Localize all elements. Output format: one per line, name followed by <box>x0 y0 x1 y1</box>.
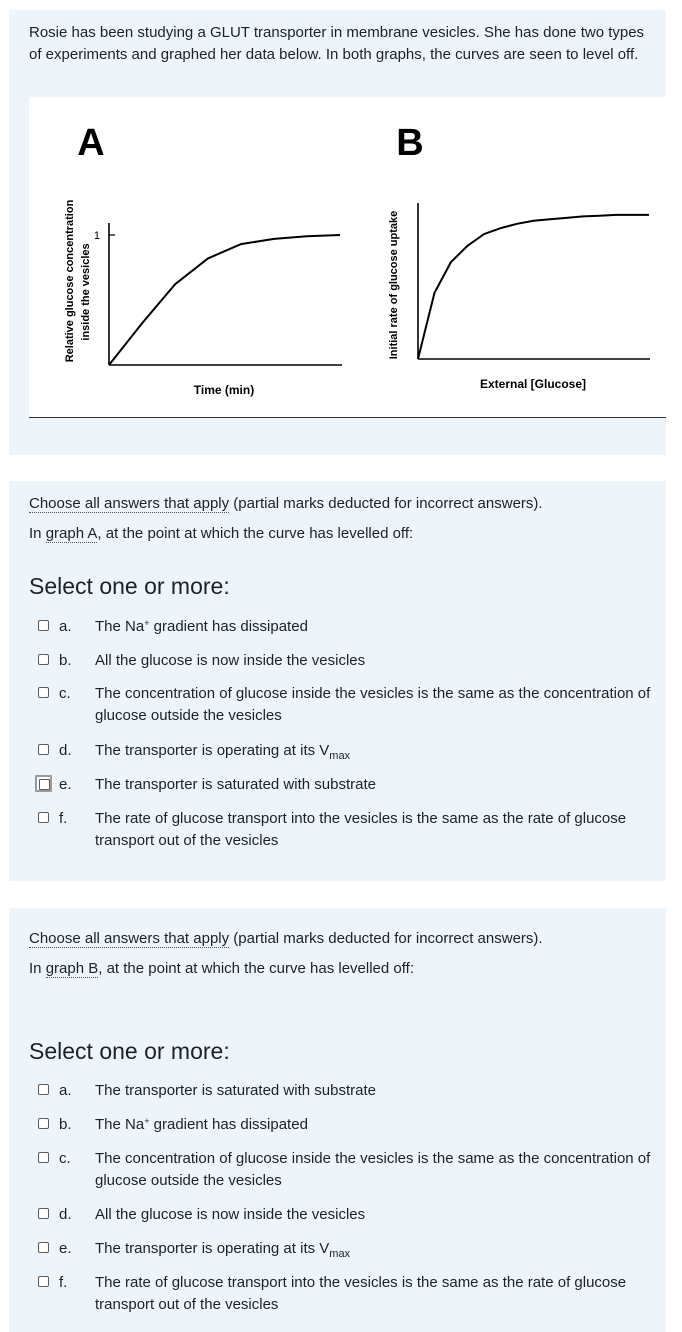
q1-option-a-checkbox[interactable] <box>38 620 49 631</box>
q1-instruction-underlined: Choose all answers that apply <box>29 495 230 512</box>
q2-option-b-text-pre: The Na <box>95 1116 145 1133</box>
q2-option-d-checkbox[interactable] <box>38 1208 49 1219</box>
q1-option-a-text-pre: The Na <box>95 618 145 635</box>
q2-option-d-text: All the glucose is now inside the vesicles <box>95 1206 366 1223</box>
q1-option-b-text: All the glucose is now inside the vesicles <box>95 652 366 669</box>
graph-a-xlabel: Time (min) <box>193 383 255 397</box>
graph-b-label: B <box>396 122 424 164</box>
graph-b-ylabel: Initial rate of glucose uptake <box>388 210 400 360</box>
graph-b-curve <box>418 215 649 359</box>
q2-prompt-pre: In <box>29 960 46 977</box>
q2-instruction-rest: (partial marks deducted for incorrect answers). <box>229 930 543 947</box>
q2-instruction-underlined: Choose all answers that apply <box>29 930 230 947</box>
graph-a-curve <box>109 235 340 365</box>
graphs-figure <box>29 97 666 418</box>
q1-option-a-text-post: gradient has dissipated <box>149 618 308 635</box>
q1-option-b-checkbox[interactable] <box>38 654 49 665</box>
q2-option-d-letter: d. <box>59 1206 72 1223</box>
q2-option-f-text: The rate of glucose transport into the vesicles is the same as the rate of glucose transport out of the vesicles <box>95 1274 627 1313</box>
q2-option-f-checkbox[interactable] <box>38 1276 49 1287</box>
q2-select-heading: Select one or more: <box>29 1038 230 1064</box>
q2-prompt-post: , at the point at which the curve has levelled off: <box>98 960 414 977</box>
q2-option-b-text <box>95 1114 670 1136</box>
q1-option-a-letter: a. <box>59 618 72 635</box>
q1-prompt-pre: In <box>29 525 46 542</box>
q1-option-e-checkbox[interactable] <box>35 775 52 792</box>
q2-prompt <box>29 959 414 979</box>
q1-select-heading: Select one or more: <box>29 573 230 599</box>
q2-option-e-text-sub: max <box>329 1248 351 1260</box>
q1-prompt-graph: graph A <box>45 525 98 542</box>
question-graph-b-panel <box>9 908 666 1332</box>
q1-option-b-letter: b. <box>59 652 72 669</box>
q2-option-b-text-post: gradient has dissipated <box>149 1116 308 1133</box>
q2-option-c-checkbox[interactable] <box>38 1152 49 1163</box>
q1-option-a-text <box>95 616 670 638</box>
q1-instruction-rest: (partial marks deducted for incorrect answers). <box>229 495 543 512</box>
q1-option-d-text-sub: max <box>329 750 351 762</box>
q1-option-c-letter: c. <box>59 685 71 702</box>
q1-option-f-text: The rate of glucose transport into the vesicles is the same as the rate of glucose transport out of the vesicles <box>95 810 627 849</box>
graph-a-label: A <box>77 122 105 164</box>
graph-a-ylabel-line2: inside the vesicles <box>80 243 92 341</box>
q2-option-c-letter: c. <box>59 1150 71 1167</box>
q1-prompt <box>29 524 413 544</box>
q2-option-b-text-sup: + <box>144 1116 150 1126</box>
q1-option-c-checkbox[interactable] <box>38 687 49 698</box>
q1-option-a-text-sup: + <box>144 618 150 628</box>
q2-option-b-letter: b. <box>59 1116 72 1133</box>
q2-option-e-checkbox[interactable] <box>38 1242 49 1253</box>
q2-option-b-checkbox[interactable] <box>38 1118 49 1129</box>
q2-option-a-text: The transporter is saturated with substrate <box>95 1082 376 1099</box>
q1-option-e-text: The transporter is saturated with substrate <box>95 776 376 793</box>
q1-option-d-text-pre: The transporter is operating at its V <box>95 742 330 759</box>
graph-a-ylabel-line1: Relative glucose concentration <box>64 199 76 363</box>
q1-option-c-text: The concentration of glucose inside the vesicles is the same as the concentration of glucose outside the vesicles <box>95 685 651 724</box>
q2-option-a-letter: a. <box>59 1082 72 1099</box>
q1-option-d-checkbox[interactable] <box>38 744 49 755</box>
q2-prompt-graph: graph B <box>45 960 99 977</box>
q2-option-f-letter: f. <box>59 1274 68 1291</box>
q1-instruction <box>29 494 543 514</box>
q1-option-f-letter: f. <box>59 810 68 827</box>
q1-prompt-post: , at the point at which the curve has levelled off: <box>97 525 414 542</box>
graph-a-ytick-label: 1 <box>93 230 100 242</box>
q1-option-d-text <box>95 740 670 762</box>
q1-option-f-checkbox[interactable] <box>38 812 49 823</box>
q2-option-e-text-pre: The transporter is operating at its V <box>95 1240 330 1257</box>
q2-option-a-checkbox[interactable] <box>38 1084 49 1095</box>
q2-option-e-text <box>95 1238 670 1260</box>
q2-option-e-letter: e. <box>59 1240 72 1257</box>
question-intro-panel <box>9 10 666 455</box>
q2-instruction <box>29 929 543 949</box>
graph-b-xlabel: External [Glucose] <box>479 377 587 391</box>
q2-option-c-text: The concentration of glucose inside the vesicles is the same as the concentration of glucose outside the vesicles <box>95 1150 651 1189</box>
q1-option-e-letter: e. <box>59 776 72 793</box>
question-graph-a-panel <box>9 481 666 881</box>
intro-text: Rosie has been studying a GLUT transporter in membrane vesicles. She has done two types of experiments and graphed her data below. In both graphs, the curves are seen to level off. <box>29 24 645 63</box>
q1-option-d-letter: d. <box>59 742 72 759</box>
graphs-svg <box>29 97 666 417</box>
